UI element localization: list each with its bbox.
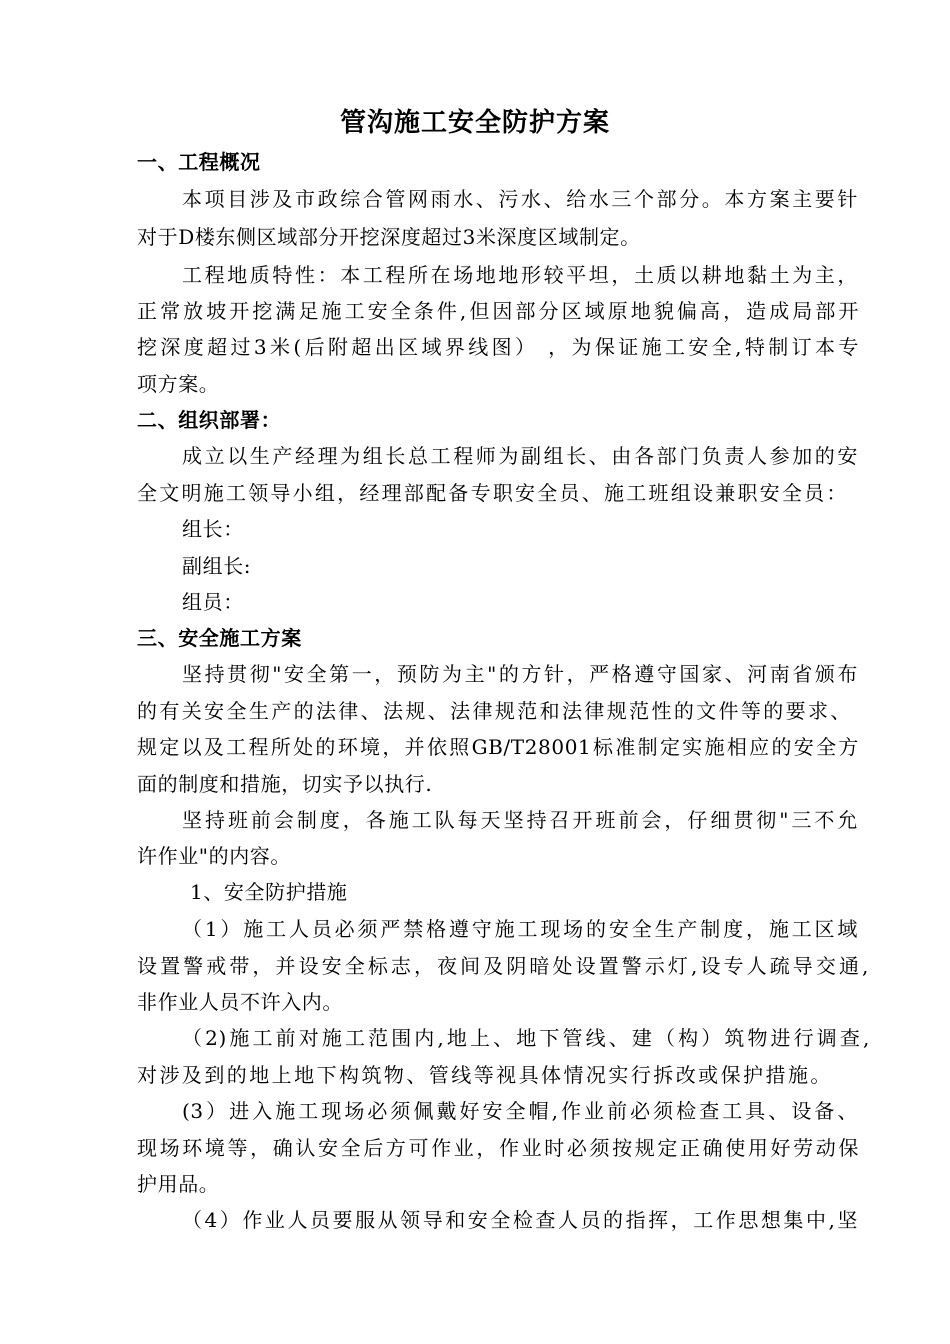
paragraph-line: （2)施工前对施工范围内,地上、地下管线、建（构）筑物进行调查, (182, 1026, 870, 1050)
paragraph-line: 的有关安全生产的法律、法规、法律规范和法律规范性的文件等的要求、 (137, 699, 851, 723)
section-heading-safety-plan: 三、安全施工方案 (137, 626, 302, 650)
paragraph-line: 许作业"的内容。 (137, 844, 291, 868)
paragraph-line: 坚持贯彻"安全第一，预防为主"的方针，严格遵守国家、河南省颁布 (182, 662, 858, 686)
subsection-heading-protection: 1、安全防护措施 (190, 880, 348, 904)
paragraph-line: 规定以及工程所处的环境，并依照GB/T28001标准制定实施相应的安全方 (137, 735, 859, 759)
paragraph-line: 项方案。 (137, 372, 220, 396)
team-deputy-leader-line: 副组长: (182, 554, 252, 578)
section-heading-overview: 一、工程概况 (137, 150, 261, 174)
paragraph-line: 挖深度超过3米(后附超出区域界线图） ，为保证施工安全,特制订本专 (137, 335, 859, 359)
team-leader-line: 组长： (182, 517, 244, 541)
paragraph-line: 成立以生产经理为组长总工程师为副组长、由各部门负责人参加的安 (182, 444, 858, 468)
paragraph-line: （1）施工人员必须严禁格遵守施工现场的安全生产制度，施工区域 (182, 917, 858, 941)
section-heading-organization: 二、组织部署： (137, 408, 282, 432)
paragraph-line: 设置警戒带，并设安全标志，夜间及阴暗处设置警示灯,设专人疏导交通, (137, 954, 869, 978)
paragraph-line: 正常放坡开挖满足施工安全条件,但因部分区域原地貌偏高，造成局部开 (137, 299, 859, 323)
paragraph-line: （4）作业人员要服从领导和安全检查人员的指挥，工作思想集中,坚 (182, 1208, 858, 1232)
paragraph-line: 非作业人员不许入内。 (137, 990, 343, 1014)
paragraph-line: 面的制度和措施，切实予以执行. (137, 772, 433, 796)
team-members-line: 组员： (182, 590, 244, 614)
paragraph-line: 坚持班前会制度，各施工队每天坚持召开班前会，仔细贯彻"三不允 (182, 808, 858, 832)
paragraph-line: 对于D楼东侧区域部分开挖深度超过3米深度区域制定。 (137, 225, 641, 249)
paragraph-line: (3）进入施工现场必须佩戴好安全帽,作业前必须检查工具、设备、 (182, 1099, 858, 1123)
paragraph-line: 现场环境等，确认安全后方可作业，作业时必须按规定正确使用好劳动保 (137, 1136, 859, 1160)
paragraph-line: 工程地质特性：本工程所在场地地形较平坦，土质以耕地黏土为主， (182, 263, 858, 287)
paragraph-line: 本项目涉及市政综合管网雨水、污水、给水三个部分。本方案主要针 (182, 187, 858, 211)
paragraph-line: 全文明施工领导小组，经理部配备专职安全员、施工班组设兼职安全员： (137, 481, 847, 505)
paragraph-line: 对涉及到的地上地下构筑物、管线等视具体情况实行拆改或保护措施。 (137, 1063, 831, 1087)
document-title: 管沟施工安全防护方案 (339, 108, 610, 138)
paragraph-line: 护用品。 (137, 1172, 220, 1196)
